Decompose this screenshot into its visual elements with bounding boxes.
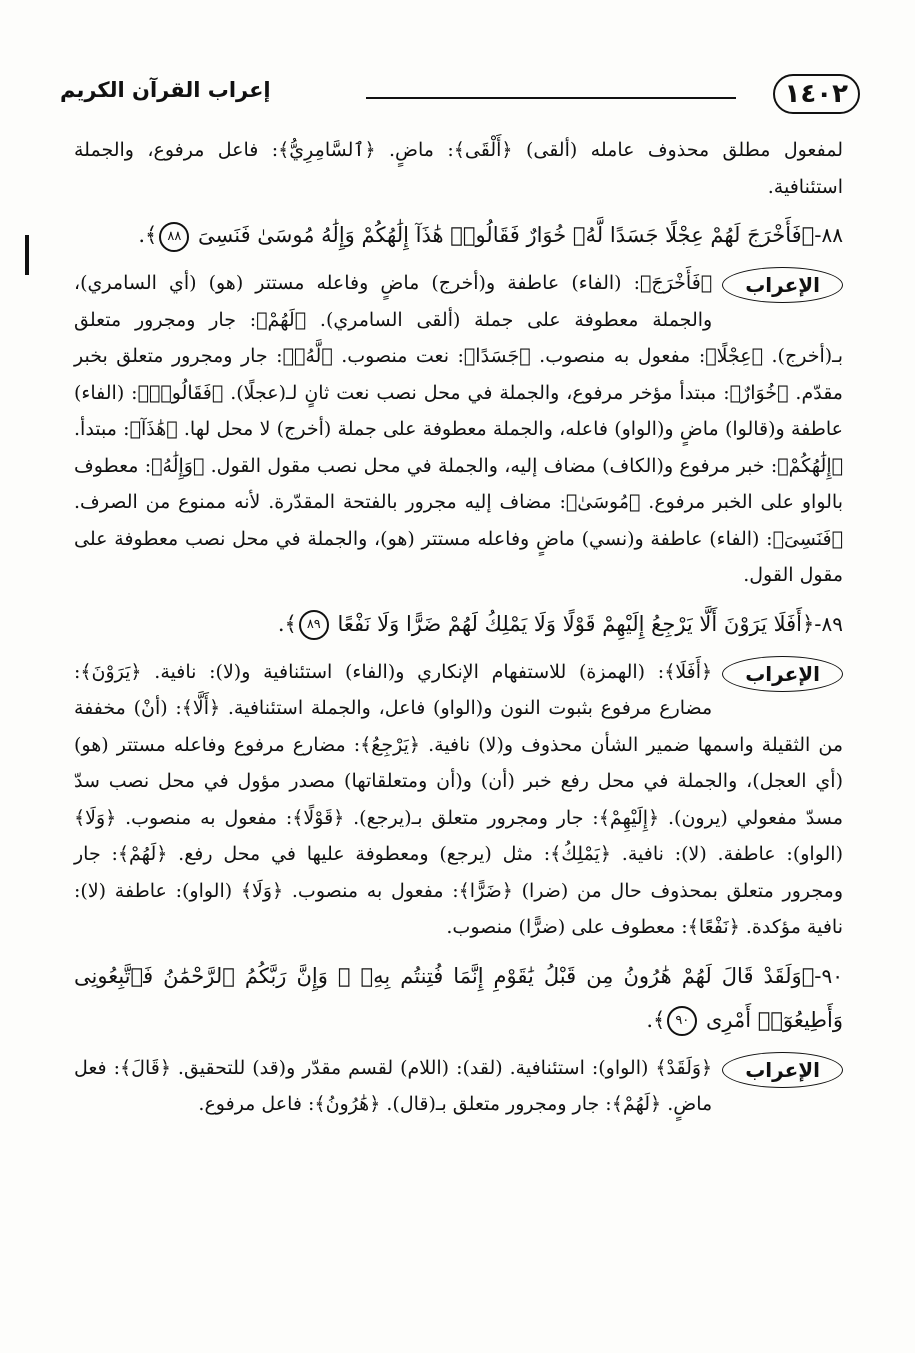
verse-end: ﴾.: [138, 223, 158, 247]
verse-89: [74, 602, 843, 646]
verse-text: ﴿أَفَلَا يَرَوْنَ أَلَّا يَرْجِعُ إِلَيْهِمْ قَوْلًا وَلَا يَمْلِكُ لَهُمْ ضَرًّا وَلَا نَفْعًا: [337, 611, 815, 636]
page-number-text: ١٤٠٢: [784, 79, 848, 109]
irab-section-90: [74, 1050, 843, 1123]
running-header: [60, 74, 860, 118]
irab-section-88: [74, 265, 843, 594]
verse-90: [74, 954, 843, 1042]
verse-88: [74, 213, 843, 257]
verse-number: ٩٠-: [814, 963, 843, 988]
verse-number: ٨٨-: [814, 223, 843, 247]
header-rule: [366, 97, 736, 99]
ayah-end-marker: ٨٨: [159, 222, 189, 252]
continuation-paragraph: لمفعول مطلق محذوف عامله (ألقى) ﴿أَلْقَى﴾: ماضٍ. ﴿ٱلسَّامِرِيُّ﴾: فاعل مرفوع، والجملة استئنافية.: [74, 139, 843, 198]
page-number: [773, 74, 860, 114]
verse-number: ٨٩-: [814, 611, 843, 636]
ayah-end-marker: ٨٩: [299, 610, 329, 640]
irab-text: ﴿فَأَخْرَجَ﴾: (الفاء) عاطفة و(أخرج) ماضٍ وفاعله مستتر (هو) (أي السامري)، والجملة معطوفة على جملة (ألقى السامري). ﴿لَهُمْ﴾: جار ومجرور متعلق بـ(أخرج). ﴿عِجْلًا﴾: مفعول به منصوب. ﴿جَسَدًا﴾: نعت منصوب. ﴿لَّهُۥ﴾: جار ومجرور متعلق بخبر مقدّم. ﴿خُوَارٌ﴾: مبتدأ مؤخر مرفوع، والجملة في محل نصب نعت ثانٍ لـ(عجلًا). ﴿فَقَالُوا۟﴾: (الفاء) عاطفة و(قالوا) ماضٍ و(الواو) فاعله، والجملة معطوفة على جملة (أخرج) لا محل لها. ﴿هَٰذَآ﴾: مبتدأ. ﴿إِلَٰهُكُمْ﴾: خبر مرفوع و(الكاف) مضاف إليه، والجملة في محل نصب مقول القول. ﴿وَإِلَٰهُ﴾: معطوف بالواو على الخبر مرفوع. ﴿مُوسَىٰ﴾: مضاف إليه مجرور بالفتحة المقدّرة. لأنه ممنوع من الصرف. ﴿فَنَسِىَ﴾: (الفاء) عاطفة و(نسي) ماضٍ وفاعله مستتر (هو)، والجملة في محل نصب معطوفة على مقول القول.: [74, 272, 843, 586]
irab-badge: الإعراب: [722, 656, 843, 692]
irab-badge: الإعراب: [722, 1052, 843, 1088]
verse-end: ﴾.: [277, 611, 297, 636]
irab-text: ﴿أَفَلَا﴾: (الهمزة) للاستفهام الإنكاري و(الفاء) استئنافية و(لا): نافية. ﴿يَرَوْنَ﴾: مضارع مرفوع بثبوت النون و(الواو) فاعل، والجملة استئنافية. ﴿أَلَّا﴾: (أنْ) مخففة من الثقيلة واسمها ضمير الشأن محذوف و(لا) نافية. ﴿يَرْجِعُ﴾: مضارع مرفوع وفاعله مستتر (هو) (أي العجل)، والجملة في محل رفع خبر (أن) و(أن ومتعلقاتها) مصدر مؤول في محل نصب سدّ مسدّ مفعولي (يرون). ﴿إِلَيْهِمْ﴾: جار ومجرور متعلق بـ(يرجع). ﴿قَوْلًا﴾: مفعول به منصوب. ﴿وَلَا﴾ (الواو): عاطفة. (لا): نافية. ﴿يَمْلِكُ﴾: مثل (يرجع) ومعطوفة عليها في محل رفع. ﴿لَهُمْ﴾: جار ومجرور متعلق بمحذوف حال من (ضرا) ﴿ضَرًّا﴾: مفعول به منصوب. ﴿وَلَا﴾ (الواو): عاطفة (لا): نافية مؤكدة. ﴿نَفْعًا﴾: معطوف على (ضرًّا) منصوب.: [74, 660, 843, 938]
margin-mark: [25, 235, 29, 275]
verse-end: ﴾.: [646, 1007, 666, 1032]
irab-badge: الإعراب: [722, 267, 843, 303]
irab-section-89: [74, 654, 843, 946]
book-title: إعراب القرآن الكريم: [60, 78, 271, 102]
verse-text: ﴿فَأَخْرَجَ لَهُمْ عِجْلًا جَسَدًا لَّهُۥ خُوَارٌ فَقَالُوا۟ هَٰذَآ إِلَٰهُكُمْ وَإِلَٰهُ مُوسَىٰ فَنَسِىَ: [198, 223, 815, 247]
ayah-end-marker: ٩٠: [667, 1006, 697, 1036]
verse-text: ﴿وَلَقَدْ قَالَ لَهُمْ هَٰرُونُ مِن قَبْلُ يَٰقَوْمِ إِنَّمَا فُتِنتُم بِهِۦ ۖ وَإِنَّ رَبَّكُمُ ٱلرَّحْمَٰنُ فَٱتَّبِعُونِى وَأَطِيعُوٓا۟ أَمْرِى: [74, 963, 843, 1032]
page-content: [74, 132, 843, 1123]
irab-text: ﴿وَلَقَدْ﴾ (الواو): استئنافية. (لقد): (اللام) لقسم مقدّر و(قد) للتحقيق. ﴿قَالَ﴾: فعل ماضٍ. ﴿لَهُمْ﴾: جار ومجرور متعلق بـ(قال). ﴿هَٰرُونُ﴾: فاعل مرفوع.: [74, 1056, 713, 1115]
